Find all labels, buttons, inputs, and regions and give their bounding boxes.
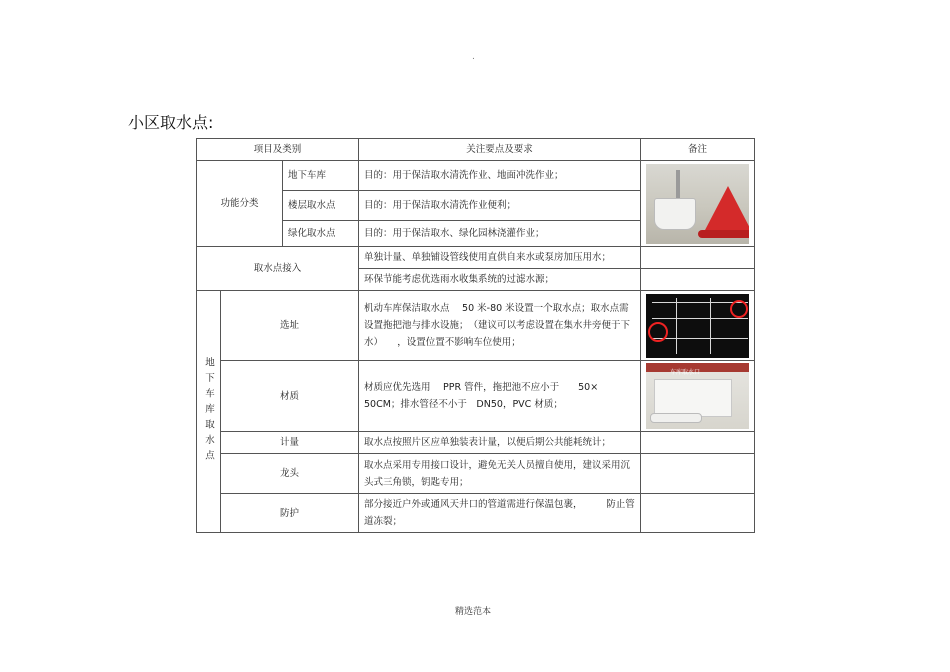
row-label: 材质 [221, 361, 359, 432]
row-label: 防护 [221, 494, 359, 533]
row-label: 选址 [221, 291, 359, 361]
drawing-line [676, 298, 677, 354]
row-label: 绿化取水点 [283, 221, 359, 247]
row-requirement: 取水点采用专用接口设计，避免无关人员擅自使用，建议采用沉头式三角锁，钥匙专用； [359, 454, 641, 494]
table-row [197, 494, 755, 533]
empty-note [641, 454, 755, 494]
mop-sink-photo [646, 164, 749, 244]
row-requirement: 取水点按照片区应单独装表计量，以便后期公共能耗统计； [359, 432, 641, 454]
table-row [197, 291, 755, 361]
category-garage: 地下车库取水点 [197, 291, 221, 533]
table-header-row [197, 139, 755, 161]
drawing-red-circle [730, 300, 748, 318]
photo-drain-pipe [650, 413, 702, 423]
header-category: 项目及类别 [197, 139, 359, 161]
row-requirement: 目的：用于保洁取水清洗作业便利； [359, 191, 641, 221]
empty-note [641, 494, 755, 533]
category-function: 功能分类 [197, 161, 283, 247]
table-row [197, 247, 755, 269]
category-access: 取水点接入 [197, 247, 359, 291]
row-requirement: 目的：用于保洁取水清洗作业、地面冲洗作业； [359, 161, 641, 191]
page-footer: 精选范本 [455, 607, 492, 617]
row-label: 地下车库 [283, 161, 359, 191]
water-point-table [196, 138, 755, 533]
row-label: 楼层取水点 [283, 191, 359, 221]
row-requirement: 环保节能考虑优选雨水收集系统的过滤水源； [359, 269, 641, 291]
empty-note [641, 247, 755, 269]
photo-pipe [676, 170, 680, 200]
photo-red-bucket [704, 186, 749, 232]
cad-drawing-photo [646, 294, 749, 358]
drawing-red-circle [648, 322, 668, 342]
photo-sign-label: 车库取水口 [670, 369, 701, 376]
table-row [197, 361, 755, 432]
header-requirements: 关注要点及要求 [359, 139, 641, 161]
empty-note [641, 432, 755, 454]
row-requirement: 机动车库保洁取水点 50 米-80 米设置一个取水点；取水点需设置拖把池与排水设施； （建议可以考虑设置在集水井旁便于下水） ，设置位置不影响车位使用； [359, 291, 641, 361]
row-label: 龙头 [221, 454, 359, 494]
photo-cell-material [641, 361, 755, 432]
drawing-line [652, 338, 748, 339]
page-top-dot: . [472, 52, 475, 62]
drawing-line [710, 298, 711, 354]
table-row [197, 454, 755, 494]
photo-sink [654, 198, 696, 230]
section-title: 小区取水点: [128, 113, 214, 132]
header-notes: 备注 [641, 139, 755, 161]
row-label: 计量 [221, 432, 359, 454]
row-requirement: 单独计量、单独铺设管线使用直供自来水或泵房加压用水； [359, 247, 641, 269]
drawing-line [652, 318, 748, 319]
row-requirement: 材质应优先选用 PPR 管件，拖把池不应小于 50× 50CM；排水管径不小于 DN50，PVC 材质； [359, 361, 641, 432]
table-row [197, 432, 755, 454]
photo-cell-function [641, 161, 755, 247]
table-row [197, 161, 755, 191]
photo-bucket-base [698, 230, 749, 238]
row-requirement: 部分接近户外或通风天井口的管道需进行保温包裹， 防止管道冻裂； [359, 494, 641, 533]
empty-note [641, 269, 755, 291]
garage-water-point-photo [646, 363, 749, 429]
photo-cell-site [641, 291, 755, 361]
photo-basin [654, 379, 732, 417]
row-requirement: 目的：用于保洁取水、绿化园林浇灌作业； [359, 221, 641, 247]
